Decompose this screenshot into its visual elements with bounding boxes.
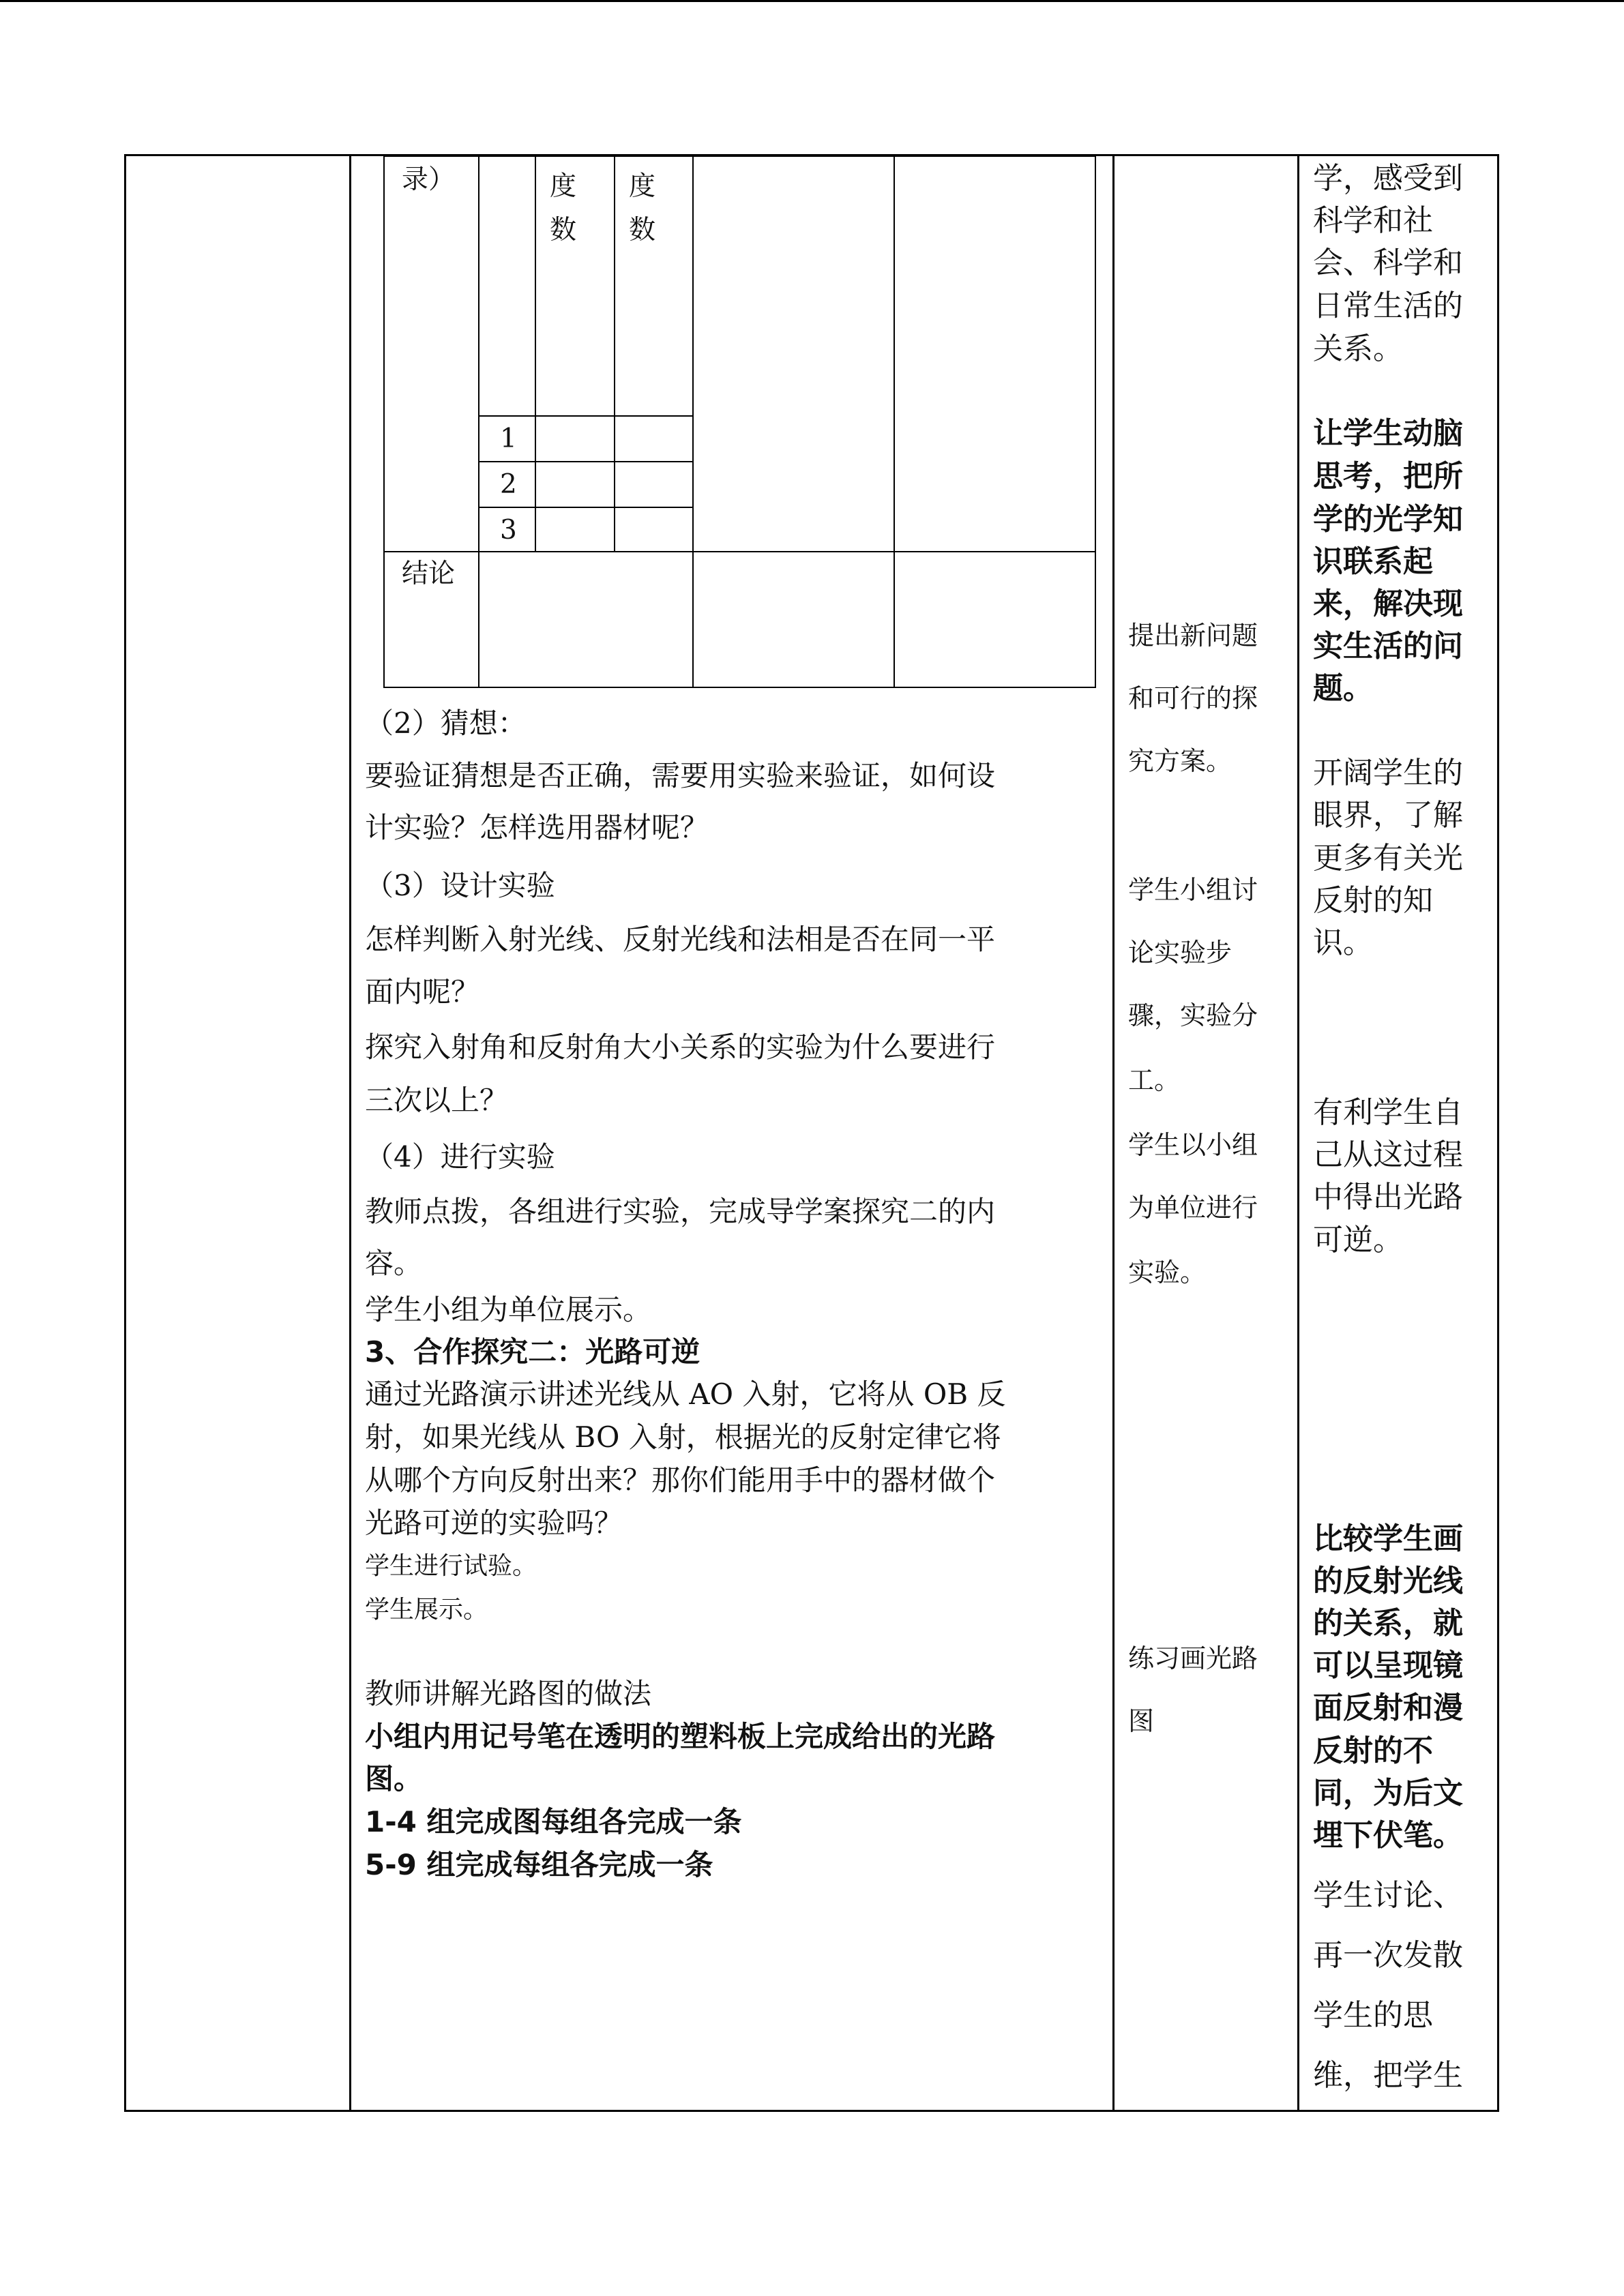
intent-c-line-5: 识。 <box>1313 925 1373 960</box>
inner-row-h3 <box>478 507 694 508</box>
design-title: （3）设计实验 <box>365 869 555 902</box>
student-note-2-line-4: 工。 <box>1128 1065 1181 1095</box>
outer-col-divider-3 <box>1297 154 1299 2112</box>
inner-header-col-b: 度 数 <box>629 171 656 245</box>
student-note-3-line-2: 为单位进行 <box>1128 1193 1258 1223</box>
coop-line-1: 通过光路演示讲述光线从 AO 入射，它将从 OB 反 <box>365 1377 1006 1411</box>
student-note-3-line-1: 学生以小组 <box>1128 1130 1258 1160</box>
inner-row-num-1: 1 <box>500 423 517 454</box>
outer-table-left <box>124 154 126 2112</box>
do-line-2: 容。 <box>365 1247 423 1280</box>
intent-e-line-4: 可以呈现镜 <box>1313 1648 1463 1683</box>
task-line-1: 小组内用记号笔在透明的塑料板上完成给出的光路 <box>365 1720 996 1753</box>
intent-d-line-4: 可逆。 <box>1313 1223 1403 1257</box>
inner-header-left: 录） <box>402 164 456 195</box>
small-line-1: 学生进行试验。 <box>365 1552 537 1580</box>
inner-header-col-a: 度 数 <box>550 171 577 245</box>
guess-line-2: 计实验？怎样选用器材呢？ <box>365 811 709 844</box>
intent-a-line-1: 学，感受到 <box>1313 161 1463 196</box>
coop-line-3: 从哪个方向反射出来？那你们能用手中的器材做个 <box>365 1463 996 1497</box>
intent-b-line-6: 实生活的问 <box>1313 629 1463 664</box>
task-line-4: 5-9 组完成每组各完成一条 <box>365 1848 713 1881</box>
intent-e-line-8: 埋下伏笔。 <box>1313 1818 1463 1853</box>
do-title: （4）进行实验 <box>365 1140 555 1174</box>
student-note-2-line-1: 学生小组讨 <box>1128 875 1258 905</box>
inner-table-bottom <box>383 687 1096 688</box>
student-note-2-line-3: 骤，实验分 <box>1128 1000 1258 1030</box>
task-line-2: 图。 <box>365 1762 423 1795</box>
small-line-2: 学生展示。 <box>365 1596 488 1624</box>
outer-table-bottom <box>124 2110 1499 2112</box>
inner-col-v1 <box>478 155 479 688</box>
inner-table-left <box>383 155 385 688</box>
inner-col-v5 <box>894 155 895 688</box>
intent-d-line-3: 中得出光路 <box>1313 1180 1463 1214</box>
coop-line-4: 光路可逆的实验吗？ <box>365 1506 623 1540</box>
design-line-3: 探究入射角和反射角大小关系的实验为什么要进行 <box>365 1030 996 1064</box>
intent-d-line-2: 己从这过程 <box>1313 1137 1463 1172</box>
intent-e-line-5: 面反射和漫 <box>1313 1690 1463 1725</box>
coop-title: 3、合作探究二：光路可逆 <box>365 1335 700 1369</box>
inner-table-top <box>383 155 1096 157</box>
inner-table-right <box>1095 155 1096 688</box>
intent-a-line-2: 科学和社 <box>1313 203 1433 238</box>
design-line-1: 怎样判断入射光线、反射光线和法相是否在同一平 <box>365 923 996 956</box>
intent-f-line-4: 维，把学生 <box>1313 2058 1463 2093</box>
intent-a-line-5: 关系。 <box>1313 331 1403 366</box>
intent-f-line-3: 学生的思 <box>1313 1998 1433 2033</box>
intent-e-line-7: 同，为后文 <box>1313 1776 1463 1810</box>
inner-col-v2 <box>535 155 536 552</box>
intent-d-line-1: 有利学生自 <box>1313 1095 1463 1130</box>
page-top-border <box>0 0 1624 2</box>
intent-e-line-3: 的关系，就 <box>1313 1606 1463 1641</box>
outer-col-divider-1 <box>349 154 351 2112</box>
intent-e-line-2: 的反射光线 <box>1313 1564 1463 1598</box>
teach-line: 教师讲解光路图的做法 <box>365 1677 652 1710</box>
intent-b-line-4: 识联系起 <box>1313 544 1433 579</box>
intent-b-line-3: 学的光学知 <box>1313 502 1463 537</box>
inner-conclusion-label: 结论 <box>402 558 456 589</box>
do-line-1: 教师点拨，各组进行实验，完成导学案探究二的内 <box>365 1195 996 1228</box>
student-note-1-line-1: 提出新问题 <box>1128 621 1258 651</box>
intent-c-line-4: 反射的知 <box>1313 883 1433 918</box>
intent-c-line-3: 更多有关光 <box>1313 841 1463 876</box>
intent-a-line-3: 会、科学和 <box>1313 245 1463 280</box>
intent-b-line-1: 让学生动脑 <box>1313 416 1463 451</box>
intent-e-line-6: 反射的不 <box>1313 1733 1433 1768</box>
design-line-4: 三次以上？ <box>365 1084 509 1117</box>
intent-f-line-2: 再一次发散 <box>1313 1938 1463 1973</box>
intent-c-line-1: 开阔学生的 <box>1313 756 1463 790</box>
student-note-2-line-2: 论实验步 <box>1128 938 1232 968</box>
intent-b-line-2: 思考，把所 <box>1313 459 1463 494</box>
design-line-2: 面内呢？ <box>365 975 480 1009</box>
task-line-3: 1-4 组完成图每组各完成一条 <box>365 1805 742 1838</box>
inner-col-v3 <box>614 155 615 552</box>
coop-line-2: 射，如果光线从 BO 入射，根据光的反射定律它将 <box>365 1420 1001 1454</box>
student-note-4-line-1: 练习画光路 <box>1128 1643 1258 1673</box>
student-note-3-line-3: 实验。 <box>1128 1257 1207 1287</box>
do-line-3: 学生小组为单位展示。 <box>365 1293 652 1326</box>
intent-e-line-1: 比较学生画 <box>1313 1521 1463 1556</box>
student-note-1-line-3: 究方案。 <box>1128 746 1232 776</box>
student-note-1-line-2: 和可行的探 <box>1128 683 1258 713</box>
guess-line-1: 要验证猜想是否正确，需要用实验来验证，如何设 <box>365 759 996 792</box>
intent-a-line-4: 日常生活的 <box>1313 288 1463 323</box>
intent-b-line-5: 来，解决现 <box>1313 586 1463 621</box>
inner-row-h1 <box>478 415 694 417</box>
intent-f-line-1: 学生讨论、 <box>1313 1878 1463 1913</box>
intent-c-line-2: 眼界，了解 <box>1313 798 1463 833</box>
inner-col-v4 <box>692 155 694 688</box>
student-note-4-line-2: 图 <box>1128 1706 1155 1736</box>
inner-row-h4 <box>383 551 1096 552</box>
intent-b-line-7: 题。 <box>1313 671 1373 706</box>
inner-row-num-2: 2 <box>500 469 517 500</box>
inner-row-num-3: 3 <box>500 515 517 546</box>
outer-col-divider-2 <box>1112 154 1114 2112</box>
inner-row-h2 <box>478 461 694 462</box>
outer-table-right <box>1497 154 1499 2112</box>
guess-title: （2）猜想： <box>365 706 527 740</box>
